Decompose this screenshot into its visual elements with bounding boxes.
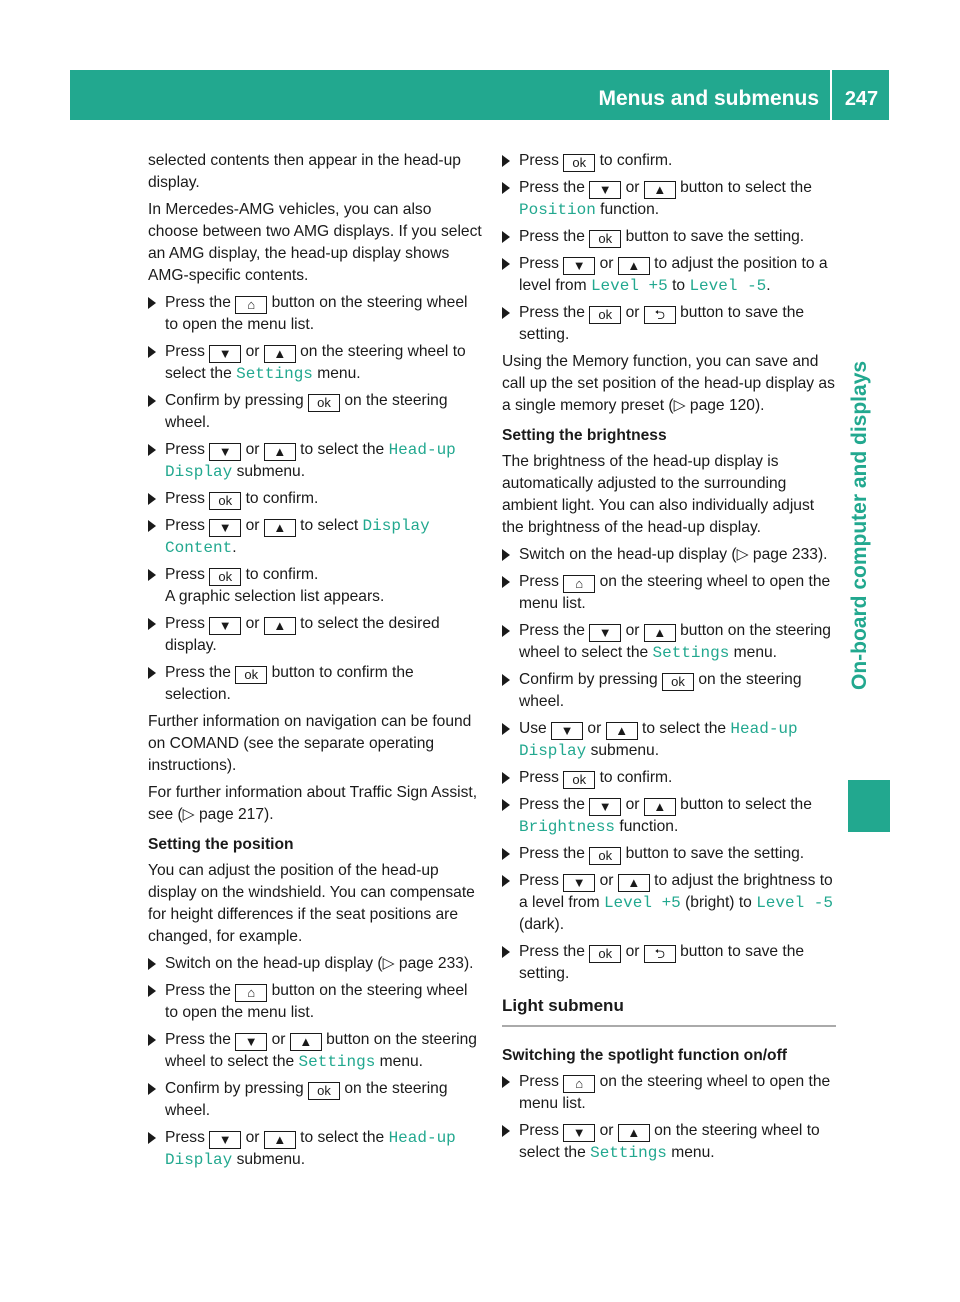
step-arrow-icon: [502, 625, 510, 637]
step: Press ▼ or ▲ on the steering wheel to select the Settings menu.: [502, 1120, 836, 1164]
level-keyword: Level -5: [689, 277, 767, 295]
home-key-icon: ⌂: [235, 984, 267, 1002]
down-key-icon: ▼: [209, 519, 241, 537]
right-column: [502, 150, 836, 1169]
ok-key-icon: ok: [589, 306, 621, 324]
step-arrow-icon: [502, 182, 510, 194]
home-key-icon: ⌂: [563, 1075, 595, 1093]
ok-key-icon: ok: [235, 666, 267, 684]
ok-key-icon: ok: [209, 568, 241, 586]
menu-keyword: Display Content: [165, 517, 430, 557]
step: Press the ⌂ button on the steering wheel to open the menu list.: [148, 292, 482, 336]
step: Press the ▼ or ▲ button on the steering wheel to select the Settings menu.: [502, 620, 836, 664]
paragraph: selected contents then appear in the head-up display.: [148, 152, 461, 191]
step-arrow-icon: [502, 155, 510, 167]
step-arrow-icon: [502, 307, 510, 319]
step: Press ▼ or ▲ to select the Head-up Display submenu.: [148, 1127, 482, 1171]
menu-keyword: Head-up Display: [165, 441, 456, 481]
down-key-icon: ▼: [209, 617, 241, 635]
up-key-icon: ▲: [264, 519, 296, 537]
step: Press ⌂ on the steering wheel to open the menu list.: [502, 1071, 836, 1115]
menu-keyword: Head-up Display: [165, 1129, 456, 1169]
section-title: Menus and submenus: [598, 87, 819, 110]
menu-keyword: Head-up Display: [519, 720, 798, 760]
ok-key-icon: ok: [563, 771, 595, 789]
up-key-icon: ▲: [644, 181, 676, 199]
ok-key-icon: ok: [308, 394, 340, 412]
step-arrow-icon: [148, 569, 156, 581]
step-arrow-icon: [148, 1132, 156, 1144]
up-key-icon: ▲: [618, 874, 650, 892]
step: Switch on the head-up display (▷ page 233).: [148, 953, 482, 975]
menu-keyword: Position: [519, 201, 596, 219]
step: Press the ▼ or ▲ button to select the Brightness function.: [502, 794, 836, 838]
step-arrow-icon: [502, 258, 510, 270]
step: Press ▼ or ▲ to select Display Content.: [148, 515, 482, 559]
step-arrow-icon: [148, 444, 156, 456]
step-arrow-icon: [502, 576, 510, 588]
step-arrow-icon: [148, 667, 156, 679]
step: Press the ok or ⮌ button to save the setting.: [502, 302, 836, 346]
step: Press the ok button to confirm the selection.: [148, 662, 482, 706]
step-arrow-icon: [148, 1034, 156, 1046]
down-key-icon: ▼: [589, 798, 621, 816]
step-arrow-icon: [148, 618, 156, 630]
menu-keyword: Settings: [298, 1053, 376, 1071]
step-arrow-icon: [502, 549, 510, 561]
down-key-icon: ▼: [589, 181, 621, 199]
step: Press ▼ or ▲ to select the desired display.: [148, 613, 482, 657]
step-arrow-icon: [148, 520, 156, 532]
step: Press the ⌂ button on the steering wheel to open the menu list.: [148, 980, 482, 1024]
home-key-icon: ⌂: [235, 296, 267, 314]
step: Press the ok button to save the setting.: [502, 843, 836, 865]
step: Press the ▼ or ▲ button to select the Position function.: [502, 177, 836, 221]
step: Press ⌂ on the steering wheel to open the menu list.: [502, 571, 836, 615]
step: Press ▼ or ▲ to select the Head-up Display submenu.: [148, 439, 482, 483]
back-key-icon: ⮌: [644, 306, 676, 324]
down-key-icon: ▼: [563, 874, 595, 892]
step: Press the ok button to save the setting.: [502, 226, 836, 248]
step-arrow-icon: [502, 875, 510, 887]
up-key-icon: ▲: [264, 1131, 296, 1149]
down-key-icon: ▼: [563, 257, 595, 275]
down-key-icon: ▼: [209, 1131, 241, 1149]
menu-keyword: Settings: [590, 1144, 667, 1162]
step-arrow-icon: [502, 1076, 510, 1088]
up-key-icon: ▲: [264, 443, 296, 461]
step: Confirm by pressing ok on the steering wheel.: [148, 1078, 482, 1122]
ok-key-icon: ok: [589, 847, 621, 865]
step-arrow-icon: [148, 493, 156, 505]
step-arrow-icon: [502, 1125, 510, 1137]
subheading: Setting the brightness: [502, 427, 667, 444]
step-arrow-icon: [502, 848, 510, 860]
down-key-icon: ▼: [551, 722, 583, 740]
subheading: Setting the position: [148, 836, 294, 853]
step: Use ▼ or ▲ to select the Head-up Display submenu.: [502, 718, 836, 762]
step: Confirm by pressing ok on the steering wheel.: [502, 669, 836, 713]
ok-key-icon: ok: [209, 492, 241, 510]
up-key-icon: ▲: [618, 257, 650, 275]
down-key-icon: ▼: [235, 1033, 267, 1051]
home-key-icon: ⌂: [563, 575, 595, 593]
up-key-icon: ▲: [644, 624, 676, 642]
menu-keyword: Settings: [652, 644, 730, 662]
step-arrow-icon: [502, 231, 510, 243]
step-arrow-icon: [502, 772, 510, 784]
step: Press ok to confirm.: [502, 150, 836, 172]
step-arrow-icon: [148, 958, 156, 970]
menu-keyword: Brightness: [519, 818, 616, 836]
step-arrow-icon: [502, 723, 510, 735]
level-keyword: Level +5: [603, 894, 681, 912]
step: Press ▼ or ▲ to adjust the brightness to a level from Level +5 (bright) to Level -5 (dark).: [502, 870, 836, 936]
step-arrow-icon: [502, 946, 510, 958]
down-key-icon: ▼: [563, 1124, 595, 1142]
ok-key-icon: ok: [589, 945, 621, 963]
paragraph: The brightness of the head-up display is automatically adjusted to the surrounding ambient light. You can also individually adjust the brightness of the head-up display.: [502, 453, 815, 536]
step: Press ▼ or ▲ to adjust the position to a level from Level +5 to Level -5.: [502, 253, 836, 297]
ok-key-icon: ok: [662, 673, 694, 691]
step: Press ok to confirm. A graphic selection list appears.: [148, 564, 482, 608]
up-key-icon: ▲: [644, 798, 676, 816]
step: Press the ▼ or ▲ button on the steering wheel to select the Settings menu.: [148, 1029, 482, 1073]
paragraph: In Mercedes-AMG vehicles, you can also choose between two AMG displays. If you select an AMG display, the head-up display shows AMG-specific contents.: [148, 201, 482, 284]
paragraph: Using the Memory function, you can save and call up the set position of the head-up display as a single memory preset (▷ page 120).: [502, 353, 835, 414]
step: Press ▼ or ▲ on the steering wheel to select the Settings menu.: [148, 341, 482, 385]
page-number: 247: [844, 88, 879, 110]
side-tab-label: On-board computer and displays: [848, 360, 871, 690]
ok-key-icon: ok: [589, 230, 621, 248]
ok-key-icon: ok: [308, 1082, 340, 1100]
section-heading: Light submenu: [502, 995, 836, 1027]
subheading: Switching the spotlight function on/off: [502, 1047, 787, 1064]
up-key-icon: ▲: [290, 1033, 322, 1051]
page-header: [70, 70, 889, 120]
level-keyword: Level -5: [756, 894, 833, 912]
step-arrow-icon: [148, 1083, 156, 1095]
up-key-icon: ▲: [606, 722, 638, 740]
level-keyword: Level +5: [590, 277, 668, 295]
ok-key-icon: ok: [563, 154, 595, 172]
step: Confirm by pressing ok on the steering wheel.: [148, 390, 482, 434]
step-arrow-icon: [148, 985, 156, 997]
step: Press ok to confirm.: [502, 767, 836, 789]
down-key-icon: ▼: [209, 345, 241, 363]
up-key-icon: ▲: [264, 617, 296, 635]
paragraph: Further information on navigation can be found on COMAND (see the separate operating instructions).: [148, 713, 472, 774]
up-key-icon: ▲: [618, 1124, 650, 1142]
step: Press the ok or ⮌ button to save the setting.: [502, 941, 836, 985]
step-arrow-icon: [502, 674, 510, 686]
left-column: [148, 150, 482, 1176]
paragraph: For further information about Traffic Sign Assist, see (▷ page 217).: [148, 784, 478, 823]
menu-keyword: Settings: [236, 365, 313, 383]
back-key-icon: ⮌: [644, 945, 676, 963]
header-separator: [830, 70, 832, 120]
side-tab-marker: [848, 780, 890, 832]
step-arrow-icon: [502, 799, 510, 811]
step: Switch on the head-up display (▷ page 233).: [502, 544, 836, 566]
down-key-icon: ▼: [209, 443, 241, 461]
paragraph: You can adjust the position of the head-up display on the windshield. You can compensate for height differences if the seat positions are changed, for example.: [148, 862, 475, 945]
step-arrow-icon: [148, 297, 156, 309]
step-arrow-icon: [148, 395, 156, 407]
step: Press ok to confirm.: [148, 488, 482, 510]
up-key-icon: ▲: [264, 345, 296, 363]
down-key-icon: ▼: [589, 624, 621, 642]
step-arrow-icon: [148, 346, 156, 358]
